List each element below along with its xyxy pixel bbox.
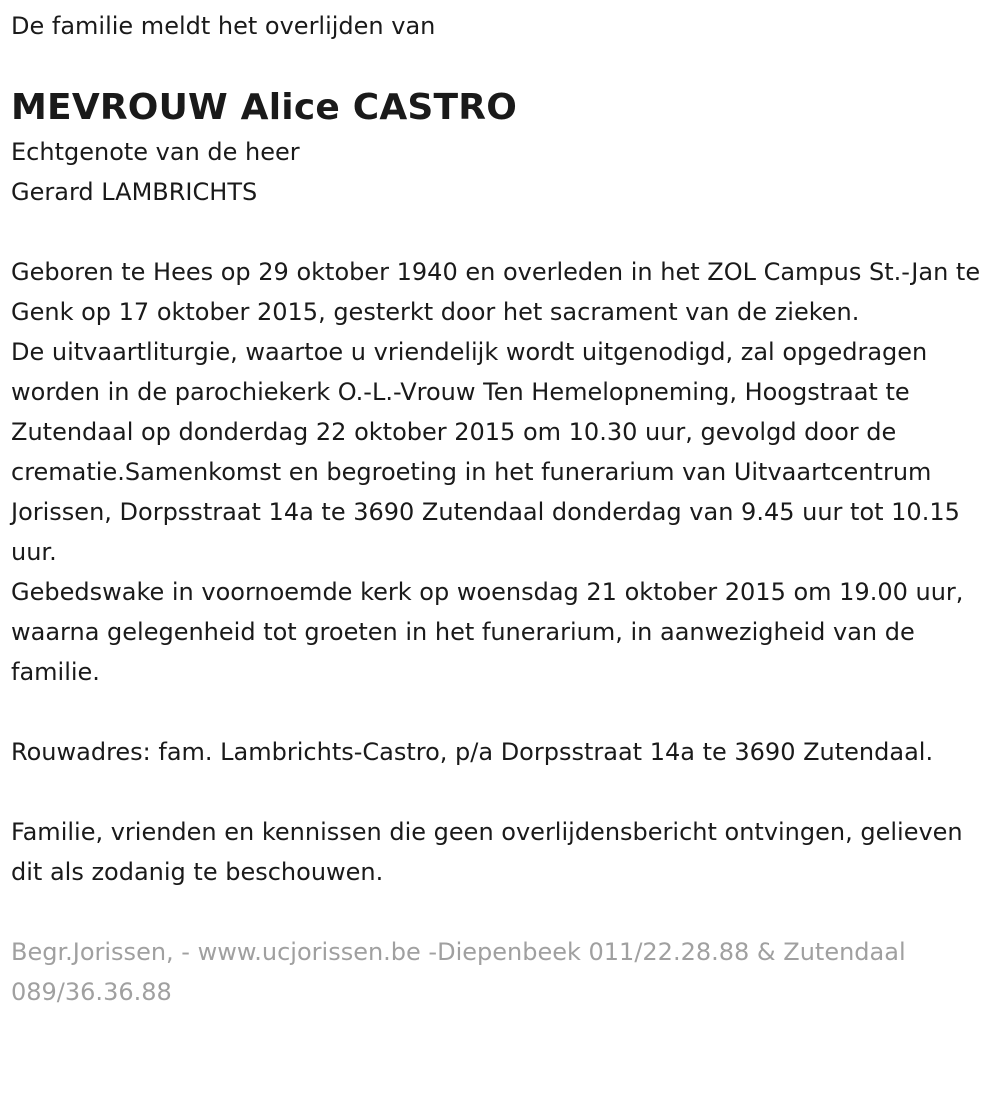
funeral-home-footer: Begr.Jorissen, - www.ucjorissen.be -Diepenbeek 011/22.28.88 & Zutendaal 089/36.36.88 xyxy=(11,938,906,1006)
spacer xyxy=(11,692,990,732)
spouse-line-2: Gerard LAMBRICHTS xyxy=(11,178,258,206)
closing-paragraph: Familie, vrienden en kennissen die geen overlijdensbericht ontvingen, gelieven dit als zodanig te beschouwen. xyxy=(11,818,963,886)
spacer xyxy=(11,212,990,252)
spacer xyxy=(11,892,990,932)
spacer xyxy=(11,772,990,812)
mourning-address: Rouwadres: fam. Lambrichts-Castro, p/a Dorpsstraat 14a te 3690 Zutendaal. xyxy=(11,738,934,766)
vigil-paragraph: Gebedswake in voornoemde kerk op woensdag 21 oktober 2015 om 19.00 uur, waarna gelegenheid tot groeten in het funerarium, in aanwezigheid van de familie. xyxy=(11,578,964,686)
deceased-name: MEVROUW Alice CASTRO xyxy=(11,87,517,128)
spouse-line-1: Echtgenote van de heer xyxy=(11,138,300,166)
intro-text: De familie meldt het overlijden van xyxy=(11,12,436,40)
birth-death-paragraph: Geboren te Hees op 29 oktober 1940 en overleden in het ZOL Campus St.-Jan te Genk op 17 oktober 2015, gesterkt door het sacrament van de zieken. xyxy=(11,258,981,326)
funeral-paragraph: De uitvaartliturgie, waartoe u vriendelijk wordt uitgenodigd, zal opgedragen worden in de parochiekerk O.-L.-Vrouw Ten Hemelopneming, Hoogstraat te Zutendaal op donderdag 22 oktober 2015 om 10.30 uur, gevolgd door de crematie.Samenkomst en begroeting in het funerarium van Uitvaartcentrum Jorissen, Dorpsstraat 14a te 3690 Zutendaal donderdag van 9.45 uur tot 10.15 uur. xyxy=(11,338,960,566)
